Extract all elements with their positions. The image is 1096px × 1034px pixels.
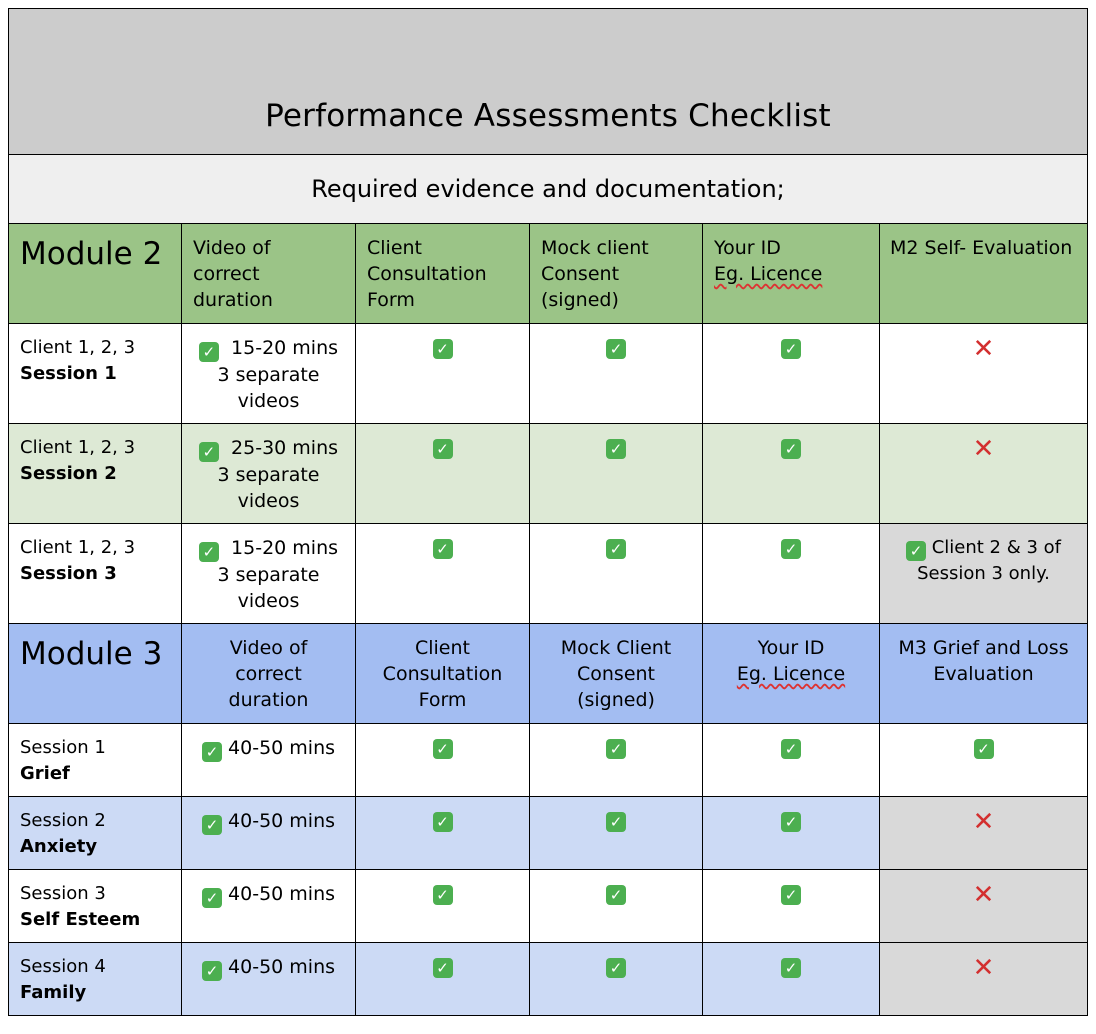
module2-label: Module 2 — [20, 236, 163, 272]
check-icon: ✓ — [781, 439, 801, 459]
check-icon: ✓ — [199, 442, 219, 462]
table-row: Session 4 Family ✓ 40-50 mins ✓ ✓ ✓ ✕ — [9, 943, 1088, 1016]
check-icon: ✓ — [606, 812, 626, 832]
check-icon: ✓ — [202, 961, 222, 981]
page-subtitle: Required evidence and documentation; — [311, 175, 785, 203]
table-row: Client 1, 2, 3 Session 2 ✓ 25-30 mins 3 separate videos ✓ ✓ ✓ ✕ — [9, 424, 1088, 524]
check-icon: ✓ — [781, 339, 801, 359]
cross-icon: ✕ — [972, 334, 995, 364]
check-icon: ✓ — [906, 541, 926, 561]
check-icon: ✓ — [974, 739, 994, 759]
module2-header-eval: M2 Self- Evaluation — [880, 224, 1088, 324]
checklist-table — [8, 8, 1088, 1016]
check-icon: ✓ — [606, 339, 626, 359]
cross-icon: ✕ — [972, 880, 995, 910]
module2-header-row — [9, 224, 1088, 324]
module2-label-cell — [9, 224, 182, 324]
module3-header-consult: Client Consultation Form — [356, 624, 530, 724]
check-icon: ✓ — [606, 439, 626, 459]
check-icon: ✓ — [606, 885, 626, 905]
table-row: Session 1 Grief ✓ 40-50 mins ✓ ✓ ✓ ✓ — [9, 724, 1088, 797]
check-icon: ✓ — [433, 539, 453, 559]
module3-header-consent: Mock Client Consent (signed) — [530, 624, 703, 724]
module3-header-eval: M3 Grief and Loss Evaluation — [880, 624, 1088, 724]
check-icon: ✓ — [433, 439, 453, 459]
module2-header-consent: Mock client Consent (signed) — [530, 224, 703, 324]
check-icon: ✓ — [433, 812, 453, 832]
page-title: Performance Assessments Checklist — [265, 98, 831, 134]
module3-label: Module 3 — [20, 636, 163, 672]
check-icon: ✓ — [202, 742, 222, 762]
check-icon: ✓ — [781, 739, 801, 759]
check-icon: ✓ — [781, 885, 801, 905]
check-icon: ✓ — [606, 739, 626, 759]
table-row: Session 2 Anxiety ✓ 40-50 mins ✓ ✓ ✓ ✕ — [9, 797, 1088, 870]
check-icon: ✓ — [433, 885, 453, 905]
title-cell — [9, 9, 1088, 155]
check-icon: ✓ — [781, 958, 801, 978]
table-row: Client 1, 2, 3 Session 3 ✓ 15-20 mins 3 separate videos ✓ ✓ ✓ ✓ Client 2 & 3 of Session 3 only. — [9, 524, 1088, 624]
check-icon: ✓ — [606, 539, 626, 559]
check-icon: ✓ — [202, 815, 222, 835]
check-icon: ✓ — [199, 342, 219, 362]
check-icon: ✓ — [781, 812, 801, 832]
module3-header-id: Your ID Eg. Licence — [703, 624, 880, 724]
module2-header-video: Video of correct duration — [182, 224, 356, 324]
table-row: Client 1, 2, 3 Session 1 ✓ 15-20 mins 3 separate videos ✓ ✓ ✓ ✕ — [9, 324, 1088, 424]
cross-icon: ✕ — [972, 807, 995, 837]
cross-icon: ✕ — [972, 434, 995, 464]
module3-header-video: Video of correct duration — [182, 624, 356, 724]
subtitle-cell — [9, 155, 1088, 224]
check-icon: ✓ — [433, 958, 453, 978]
check-icon: ✓ — [433, 339, 453, 359]
module3-header-row — [9, 624, 1088, 724]
table-row: Session 3 Self Esteem ✓ 40-50 mins ✓ ✓ ✓ ✕ — [9, 870, 1088, 943]
cross-icon: ✕ — [972, 953, 995, 983]
check-icon: ✓ — [781, 539, 801, 559]
module2-header-id: Your ID Eg. Licence — [703, 224, 880, 324]
check-icon: ✓ — [202, 888, 222, 908]
eval-note: Client 2 & 3 of Session 3 only. — [917, 537, 1062, 584]
module2-header-consult: Client Consultation Form — [356, 224, 530, 324]
check-icon: ✓ — [199, 542, 219, 562]
check-icon: ✓ — [606, 958, 626, 978]
check-icon: ✓ — [433, 739, 453, 759]
module3-label-cell — [9, 624, 182, 724]
